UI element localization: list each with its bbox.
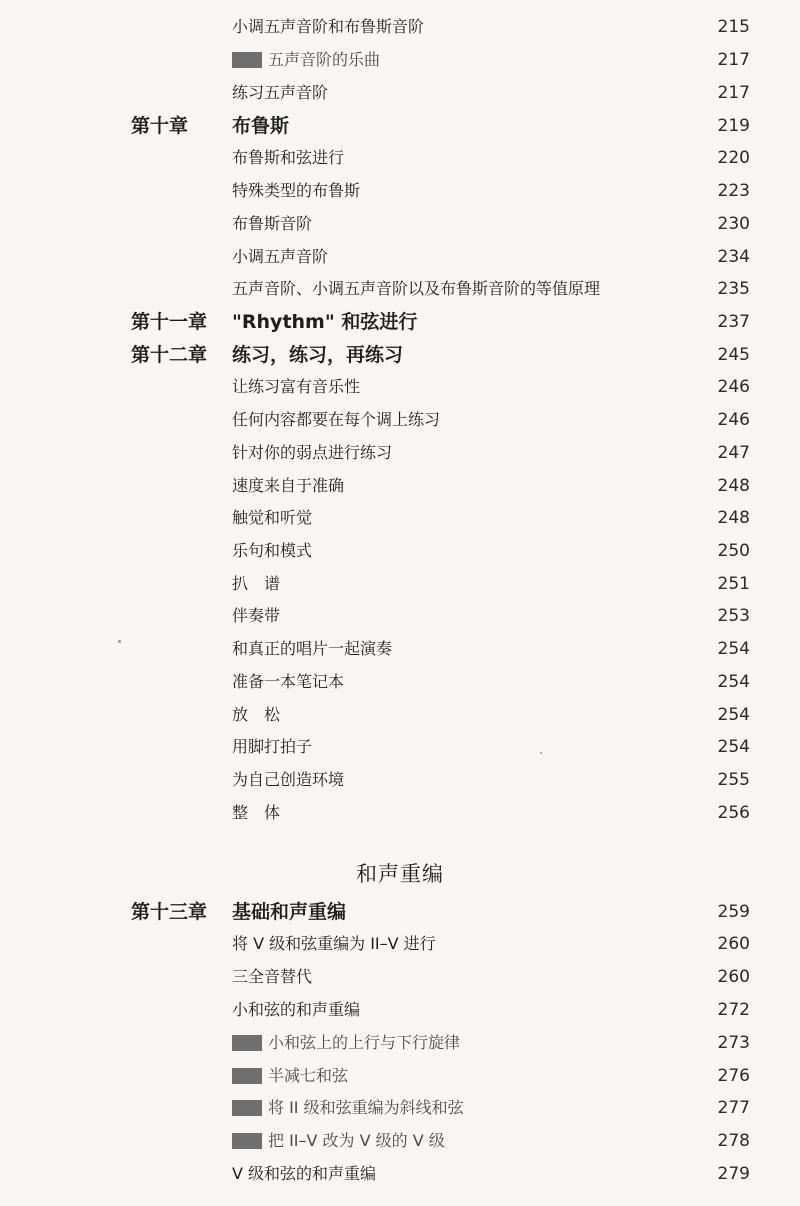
- page-number: 254: [717, 705, 750, 725]
- page-number: 219: [717, 116, 750, 136]
- section-title: 三全音替代: [232, 967, 313, 986]
- section-title: 布鲁斯音阶: [232, 214, 313, 233]
- page-number: 254: [717, 639, 750, 659]
- section-title: 布鲁斯和弦进行: [232, 148, 345, 167]
- section-title: 放 松: [232, 705, 281, 724]
- section-title: 用脚打拍子: [232, 737, 313, 756]
- toc-row[interactable]: [0, 1126, 800, 1156]
- gray-marker-icon: [232, 1068, 262, 1084]
- toc-row[interactable]: [0, 143, 800, 173]
- page-number: 217: [717, 83, 750, 103]
- chapter-title: 练习，练习，再练习: [232, 344, 404, 366]
- gray-marker-icon: [232, 1035, 262, 1051]
- chapter-title: 基础和声重编: [232, 901, 347, 923]
- toc-row[interactable]: [0, 340, 800, 370]
- toc-row[interactable]: [0, 209, 800, 239]
- section-title: 小调五声音阶: [232, 247, 329, 266]
- section-title: 五声音阶的乐曲: [268, 50, 381, 69]
- page-number: 260: [717, 934, 750, 954]
- page-number: 277: [717, 1098, 750, 1118]
- page-number: 253: [717, 606, 750, 626]
- toc-row[interactable]: [0, 242, 800, 272]
- toc-row[interactable]: [0, 995, 800, 1025]
- toc-row[interactable]: [0, 765, 800, 795]
- section-title: 将 II 级和弦重编为斜线和弦: [268, 1098, 464, 1117]
- chapter-number: 第十一章: [131, 311, 208, 333]
- chapter-title: "Rhythm" 和弦进行: [232, 311, 418, 333]
- toc-row[interactable]: [0, 667, 800, 697]
- section-title: 半减七和弦: [268, 1066, 349, 1085]
- section-title: V 级和弦的和声重编: [232, 1164, 377, 1183]
- page-number: 278: [717, 1131, 750, 1151]
- section-title: 将 V 级和弦重编为 II–V 进行: [232, 934, 436, 953]
- page-number: 248: [717, 476, 750, 496]
- page-number: 246: [717, 410, 750, 430]
- section-title: 把 II–V 改为 V 级的 V 级: [268, 1131, 445, 1150]
- paper-speck: [540, 752, 542, 754]
- section-title: 任何内容都要在每个调上练习: [232, 410, 441, 429]
- page-number: 230: [717, 214, 750, 234]
- toc-row[interactable]: [0, 536, 800, 566]
- section-title: 准备一本笔记本: [232, 672, 345, 691]
- section-heading: 和声重编: [356, 862, 444, 886]
- section-title: 触觉和听觉: [232, 508, 313, 527]
- section-title: 整 体: [232, 803, 281, 822]
- page-number: 254: [717, 672, 750, 692]
- page-number: 217: [717, 50, 750, 70]
- page-number: 260: [717, 967, 750, 987]
- toc-row[interactable]: [0, 111, 800, 141]
- chapter-number: 第十三章: [131, 901, 208, 923]
- page-number: 248: [717, 508, 750, 528]
- toc-row[interactable]: [0, 1093, 800, 1123]
- section-title: 和真正的唱片一起演奏: [232, 639, 393, 658]
- page-number: 256: [717, 803, 750, 823]
- page-number: 250: [717, 541, 750, 561]
- toc-row[interactable]: [0, 503, 800, 533]
- page-number: 234: [717, 247, 750, 267]
- toc-row[interactable]: [0, 1028, 800, 1058]
- toc-row[interactable]: [0, 1061, 800, 1091]
- toc-row[interactable]: [0, 732, 800, 762]
- page-number: 272: [717, 1000, 750, 1020]
- section-title: 小和弦的和声重编: [232, 1000, 361, 1019]
- paper-speck: [118, 640, 121, 643]
- page-number: 254: [717, 737, 750, 757]
- page-number: 273: [717, 1033, 750, 1053]
- toc-row[interactable]: [0, 307, 800, 337]
- section-title: 特殊类型的布鲁斯: [232, 181, 361, 200]
- toc-row[interactable]: [0, 962, 800, 992]
- toc-row[interactable]: [0, 897, 800, 927]
- chapter-number: 第十章: [131, 115, 189, 137]
- toc-row[interactable]: [0, 372, 800, 402]
- page-number: 259: [717, 902, 750, 922]
- page-number: 245: [717, 345, 750, 365]
- toc-row[interactable]: [0, 274, 800, 304]
- gray-marker-icon: [232, 1133, 262, 1149]
- toc-row[interactable]: [0, 601, 800, 631]
- section-title: 针对你的弱点进行练习: [232, 443, 393, 462]
- page-number: 246: [717, 377, 750, 397]
- page-number: 215: [717, 17, 750, 37]
- section-title: 小和弦上的上行与下行旋律: [268, 1033, 461, 1052]
- section-title: 乐句和模式: [232, 541, 313, 560]
- toc-row[interactable]: [0, 471, 800, 501]
- toc-row[interactable]: [0, 176, 800, 206]
- page-number: 235: [717, 279, 750, 299]
- page-number: 237: [717, 312, 750, 332]
- section-title: 为自己创造环境: [232, 770, 345, 789]
- page-number: 223: [717, 181, 750, 201]
- page-number: 279: [717, 1164, 750, 1184]
- section-title: 伴奏带: [232, 606, 281, 625]
- toc-row[interactable]: [0, 438, 800, 468]
- page-number: 220: [717, 148, 750, 168]
- toc-row[interactable]: [0, 700, 800, 730]
- page-number: 247: [717, 443, 750, 463]
- chapter-number: 第十二章: [131, 344, 208, 366]
- gray-marker-icon: [232, 1100, 262, 1116]
- chapter-title: 布鲁斯: [232, 115, 290, 137]
- page-number: 255: [717, 770, 750, 790]
- section-title: 速度来自于准确: [232, 476, 345, 495]
- toc-row[interactable]: [0, 12, 800, 42]
- toc-row[interactable]: [0, 634, 800, 664]
- toc-row[interactable]: [0, 798, 800, 828]
- toc-row[interactable]: [0, 45, 800, 75]
- section-title: 五声音阶、小调五声音阶以及布鲁斯音阶的等值原理: [232, 279, 601, 298]
- section-title: 练习五声音阶: [232, 83, 329, 102]
- page-number: 276: [717, 1066, 750, 1086]
- toc-row[interactable]: [0, 78, 800, 108]
- toc-row[interactable]: [0, 405, 800, 435]
- page-number: 251: [717, 574, 750, 594]
- toc-row[interactable]: [0, 929, 800, 959]
- section-title: 让练习富有音乐性: [232, 377, 361, 396]
- toc-row[interactable]: [0, 1159, 800, 1189]
- toc-row[interactable]: [0, 569, 800, 599]
- section-title: 小调五声音阶和布鲁斯音阶: [232, 17, 425, 36]
- section-title: 扒 谱: [232, 574, 281, 593]
- gray-marker-icon: [232, 52, 262, 68]
